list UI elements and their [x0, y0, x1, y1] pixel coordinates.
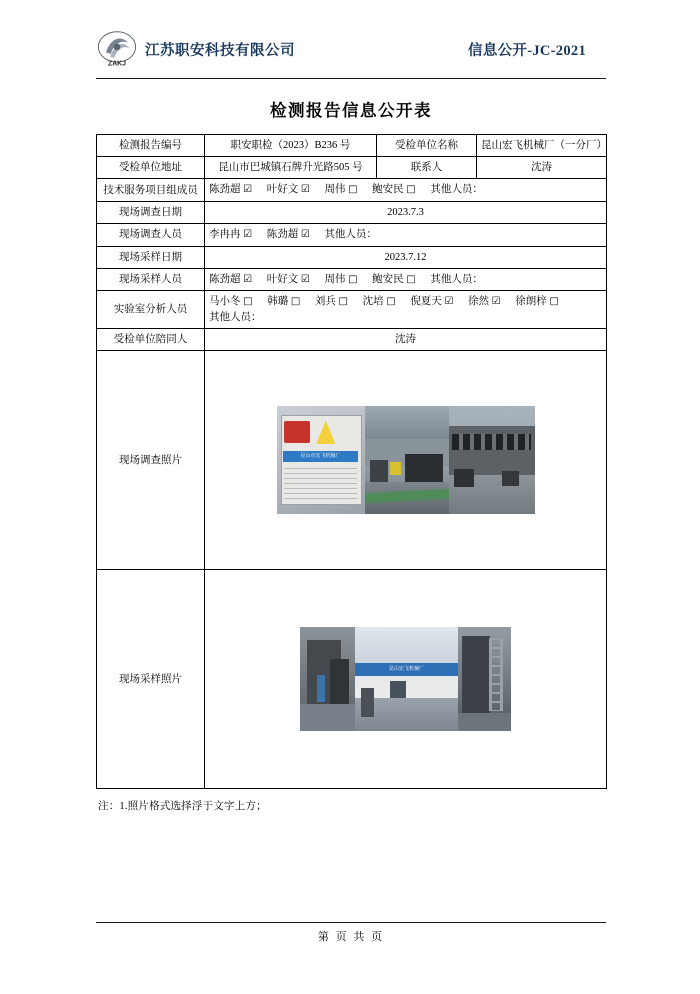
company-logo-icon: [96, 29, 138, 69]
table-row-sampling-date: [97, 246, 607, 268]
label-accompany: 受检单位陪同人: [97, 329, 205, 351]
sampling-photo-1-caption: 昆山宏飞机械厂: [388, 665, 424, 672]
lab-staff-6-checkbox[interactable]: □: [549, 296, 559, 308]
tech-team-other: 其他人员：: [430, 184, 483, 196]
survey-photo-workshop: [365, 406, 449, 514]
survey-staff-1: [267, 229, 310, 240]
table-row-survey-photos: [97, 351, 607, 570]
table-row-survey-staff: [97, 224, 607, 247]
sampling-staff-1-name: 叶好文: [266, 273, 299, 285]
footnote: 注：1.照片格式选择浮于文字上方；: [98, 801, 267, 813]
tech-team-member-3-name: 鲍安民: [372, 184, 404, 196]
lab-staff-5-name: 徐然: [468, 296, 490, 308]
sampling-staff-3: [372, 274, 416, 285]
survey-staff-1-name: 陈劲超: [266, 229, 299, 241]
sampling-staff-2-name: 周伟: [324, 273, 346, 285]
label-sampling-date: 现场采样日期: [97, 246, 205, 268]
sampling-photo-ladder: [458, 627, 511, 731]
lab-staff-0: [209, 296, 253, 307]
lab-staff-2: [315, 296, 348, 307]
sampling-staff-1: [267, 274, 310, 285]
tech-team-member-1-checkbox[interactable]: ☑: [300, 184, 310, 196]
sampling-photo-equipment: [300, 627, 355, 731]
sampling-staff-0-checkbox[interactable]: ☑: [243, 273, 253, 285]
lab-staff-1-checkbox[interactable]: □: [290, 296, 301, 308]
tech-team-member-2-checkbox[interactable]: □: [348, 184, 358, 196]
table-row-client-address: [97, 157, 607, 179]
company-name: 江苏职安科技有限公司: [145, 42, 295, 59]
value-tech-team: [205, 179, 607, 202]
lab-staff-4: [410, 296, 453, 307]
lab-staff-0-name: 马小冬: [209, 296, 241, 308]
sampling-photo-building: [355, 627, 458, 731]
value-client-name: 昆山宏飞机械厂（一分厂）: [477, 135, 607, 157]
tech-team-member-0: [209, 184, 252, 195]
lab-staff-3: [363, 296, 396, 307]
label-client-address: 受检单位地址: [97, 157, 205, 179]
lab-staff-1-name: 韩璐: [267, 296, 289, 308]
survey-photo-strip: [209, 354, 602, 566]
value-report-no: 职安职检（2023）B236 号: [205, 135, 377, 157]
table-row-lab-staff: [97, 291, 607, 329]
value-sampling-staff: [205, 268, 607, 291]
lab-staff-5: [468, 296, 501, 307]
survey-staff-1-checkbox[interactable]: ☑: [300, 229, 310, 241]
table-row-tech-team: [97, 179, 607, 202]
table-row-survey-date: [97, 201, 607, 223]
tech-team-member-3-checkbox[interactable]: □: [406, 184, 416, 196]
tech-team-member-0-name: 陈劲超: [209, 184, 241, 196]
table-row-sampling-staff: [97, 268, 607, 291]
survey-photo-exterior: [449, 406, 535, 514]
sampling-staff-0-name: 陈劲超: [209, 273, 241, 285]
value-lab-staff: [205, 291, 607, 329]
lab-staff-other: 其他人员：: [209, 311, 262, 323]
value-client-address: 昆山市巴城镇石牌升光路505 号: [205, 157, 377, 179]
lab-staff-6: [515, 296, 559, 307]
label-contact: 联系人: [377, 157, 477, 179]
sampling-staff-other: 其他人员：: [430, 273, 483, 285]
survey-staff-other: 其他人员：: [324, 229, 377, 241]
label-sampling-staff: 现场采样人员: [97, 268, 205, 291]
survey-photo-notice-board: [277, 406, 365, 514]
table-row-accompany: [97, 329, 607, 351]
label-lab-staff: 实验室分析人员: [97, 291, 205, 329]
value-sampling-date: 2023.7.12: [205, 246, 607, 268]
tech-team-member-1: [267, 184, 310, 195]
sampling-photos-cell: [205, 570, 607, 789]
label-client-name: 受检单位名称: [377, 135, 477, 157]
label-survey-photos: 现场调查照片: [97, 351, 205, 570]
tech-team-member-2-name: 周伟: [324, 184, 346, 196]
value-accompany: 沈涛: [205, 329, 607, 351]
lab-staff-3-checkbox[interactable]: □: [386, 296, 396, 308]
label-report-no: 检测报告编号: [97, 135, 205, 157]
tech-team-member-2: [324, 184, 357, 195]
lab-staff-2-name: 刘兵: [314, 296, 336, 308]
survey-staff-0-checkbox[interactable]: ☑: [243, 229, 253, 241]
lab-staff-4-checkbox[interactable]: ☑: [444, 296, 454, 308]
sampling-staff-3-name: 鲍安民: [372, 273, 404, 285]
tech-team-member-1-name: 叶好文: [266, 184, 299, 196]
lab-staff-2-checkbox[interactable]: □: [338, 296, 348, 308]
report-info-table: [96, 134, 607, 789]
svg-text:ZAKJ: ZAKJ: [108, 60, 126, 68]
survey-staff-0: [209, 229, 252, 240]
sampling-staff-2: [324, 274, 357, 285]
lab-staff-4-name: 倪夏天: [410, 296, 442, 308]
page-title: 检测报告信息公开表: [270, 101, 432, 120]
table-row-sampling-photos: [97, 570, 607, 789]
sampling-staff-1-checkbox[interactable]: ☑: [300, 273, 310, 285]
lab-staff-line-1: [209, 294, 602, 310]
label-tech-team: 技术服务项目组成员: [97, 179, 205, 202]
survey-photo-0-caption: 昆山市宏飞机械厂: [300, 453, 341, 460]
value-survey-staff: [205, 224, 607, 247]
document-code: 信息公开-JC-2021: [468, 42, 586, 59]
header-left-group: [96, 29, 295, 69]
lab-staff-0-checkbox[interactable]: □: [243, 296, 253, 308]
value-survey-date: 2023.7.3: [205, 201, 607, 223]
label-survey-staff: 现场调查人员: [97, 224, 205, 247]
lab-staff-3-name: 沈培: [362, 296, 384, 308]
lab-staff-6-name: 徐朗梓: [515, 296, 547, 308]
lab-staff-1: [267, 296, 300, 307]
survey-staff-0-name: 李冉冉: [209, 229, 241, 241]
tech-team-member-3: [372, 184, 416, 195]
sampling-staff-0: [209, 274, 252, 285]
page-footer: 第 页 共 页: [96, 922, 606, 944]
survey-photos-cell: [205, 351, 607, 570]
label-survey-date: 现场调查日期: [97, 201, 205, 223]
label-sampling-photos: 现场采样照片: [97, 570, 205, 789]
table-row-report-no: [97, 135, 607, 157]
page-content: [96, 26, 606, 813]
sampling-staff-3-checkbox[interactable]: □: [406, 273, 416, 285]
sampling-staff-2-checkbox[interactable]: □: [348, 273, 358, 285]
value-contact: 沈涛: [477, 157, 607, 179]
tech-team-member-0-checkbox[interactable]: ☑: [243, 184, 253, 196]
lab-staff-5-checkbox[interactable]: ☑: [491, 296, 501, 308]
sampling-photo-strip: [209, 573, 602, 785]
page-header: [96, 26, 606, 79]
